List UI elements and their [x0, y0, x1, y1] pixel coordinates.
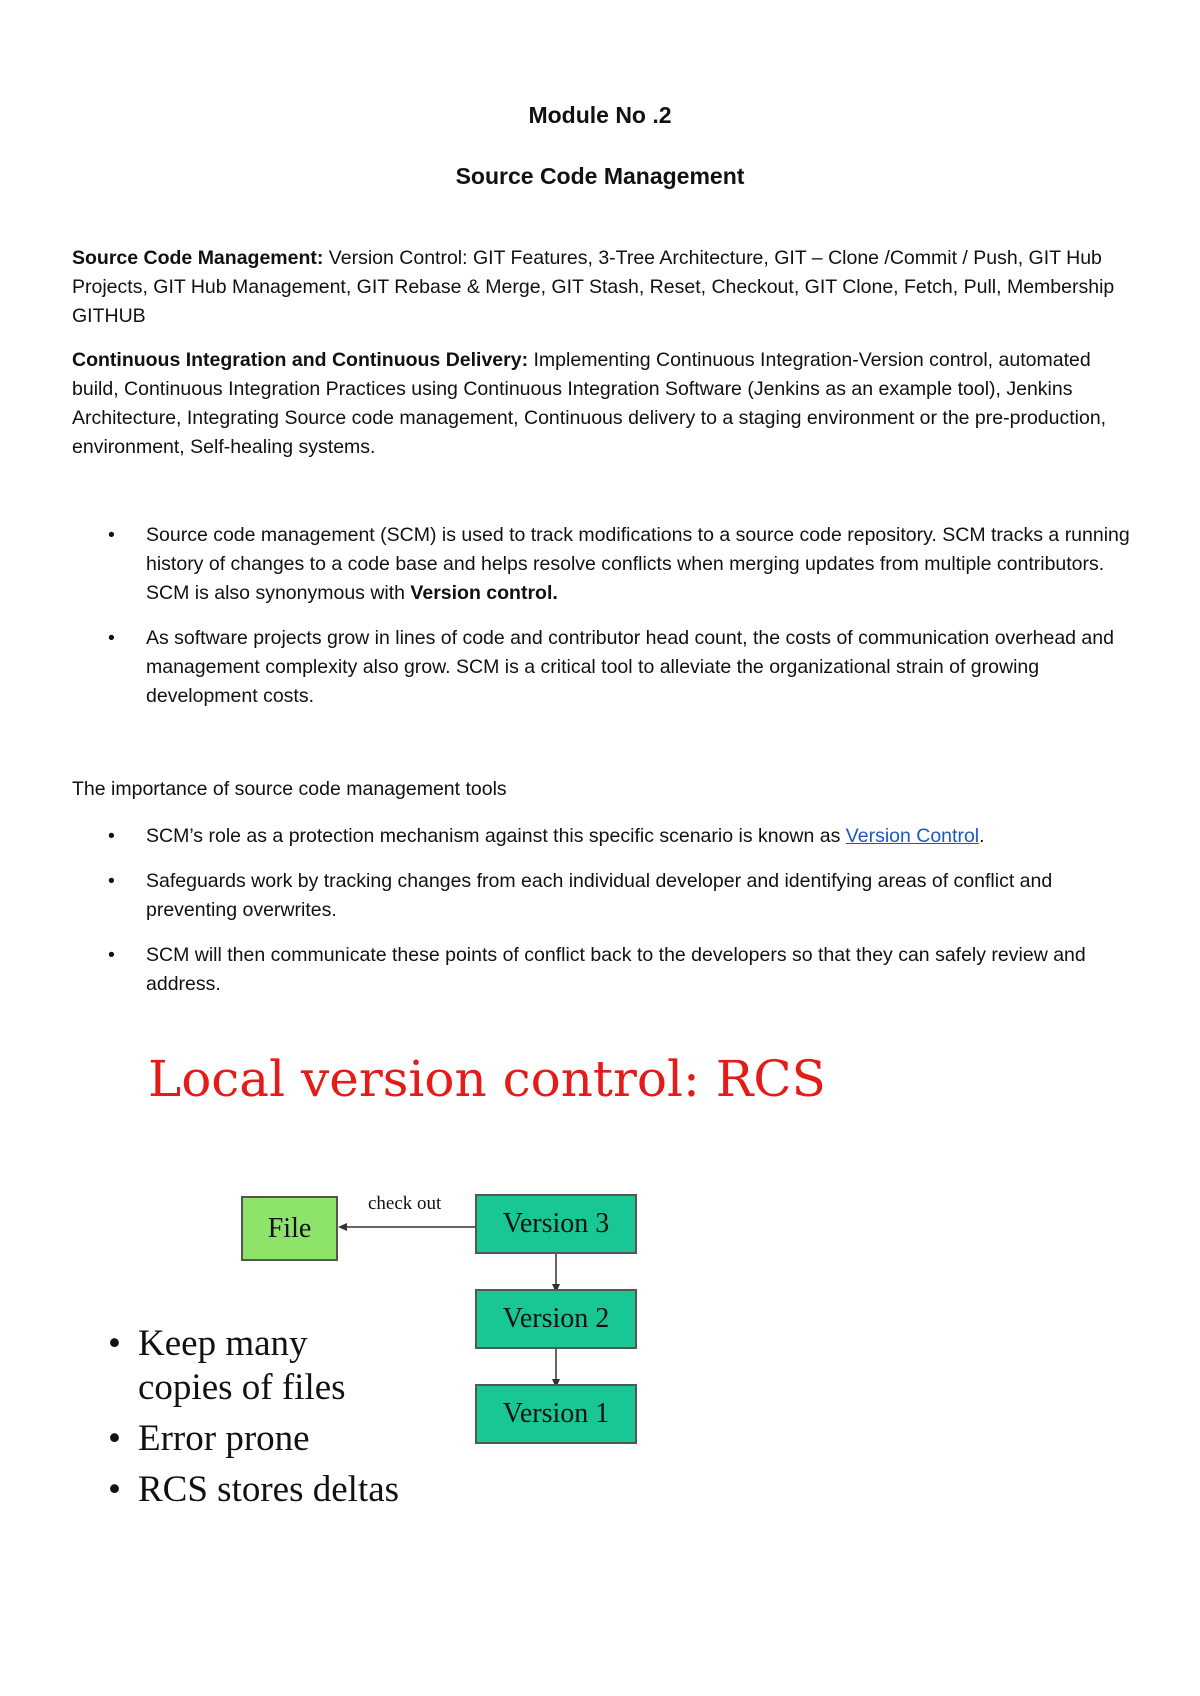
syllabus-scm-label: Source Code Management:	[72, 247, 324, 269]
intro-bullet-2-text: As software projects grow in lines of code and contributor head count, the costs of communication overhead and management complexity also grow. SCM is a critical tool to alleviate the organizational strain of growing development costs.	[146, 627, 1114, 707]
importance-bullet-3-text: SCM will then communicate these points of conflict back to the developers so that they can safely review and address.	[146, 944, 1086, 995]
file-box: File	[241, 1196, 338, 1261]
importance-bullet-1-text: SCM’s role as a protection mechanism against this specific scenario is known as	[146, 825, 846, 847]
checkout-arrowhead	[338, 1223, 347, 1231]
list-item: • Keep many copies of files	[108, 1322, 368, 1410]
intro-bullet-1-text: Source code management (SCM) is used to track modifications to a source code repository. SCM tracks a running history of changes to a code base and helps resolve conflicts when merging updates from multiple contributors. SCM is also synonymous with	[146, 524, 1130, 604]
module-title: Module No .2	[528, 102, 672, 128]
page-subtitle: Source Code Management	[455, 163, 745, 189]
syllabus-scm-text: Version Control: GIT Features, 3-Tree Architecture, GIT – Clone /Commit / Push, GIT Hub Projects, GIT Hub Management, GIT Rebase & Merge, GIT Stash, Reset, Checkout, GIT Clone, Fetch, Pull, Membership GITHUB	[72, 247, 1115, 327]
importance-bullet-2-text: Safeguards work by tracking changes from each individual developer and identifying areas of conflict and preventing overwrites.	[146, 870, 1053, 921]
syllabus-ci-text: Implementing Continuous Integration-Version control, automated build, Continuous Integration Practices using Continuous Integration Software (Jenkins as an example tool), Jenkins Architecture, Integrating Source code management, Continuous delivery to a staging environment or the pre-production, environment, Self-healing systems.	[72, 349, 1107, 458]
checkout-label: check out	[368, 1193, 442, 1214]
list-item: • RCS stores deltas	[108, 1468, 399, 1512]
version-2-box: Version 2	[475, 1289, 637, 1349]
version-3-box: Version 3	[475, 1194, 637, 1254]
slide-title: Local version control: RCS	[148, 1050, 826, 1108]
version-control-link[interactable]: Version Control	[845, 825, 980, 847]
syllabus-ci-label: Continuous Integration and Continuous Delivery:	[72, 349, 529, 371]
version-1-box: Version 1	[475, 1384, 637, 1444]
intro-bullet-1-bold: Version control.	[410, 582, 558, 604]
importance-bullet-1-end: .	[979, 825, 985, 847]
rcs-points-list	[108, 1322, 399, 1519]
importance-heading: The importance of source code management tools	[72, 778, 507, 800]
list-item: • Error prone	[108, 1417, 399, 1461]
